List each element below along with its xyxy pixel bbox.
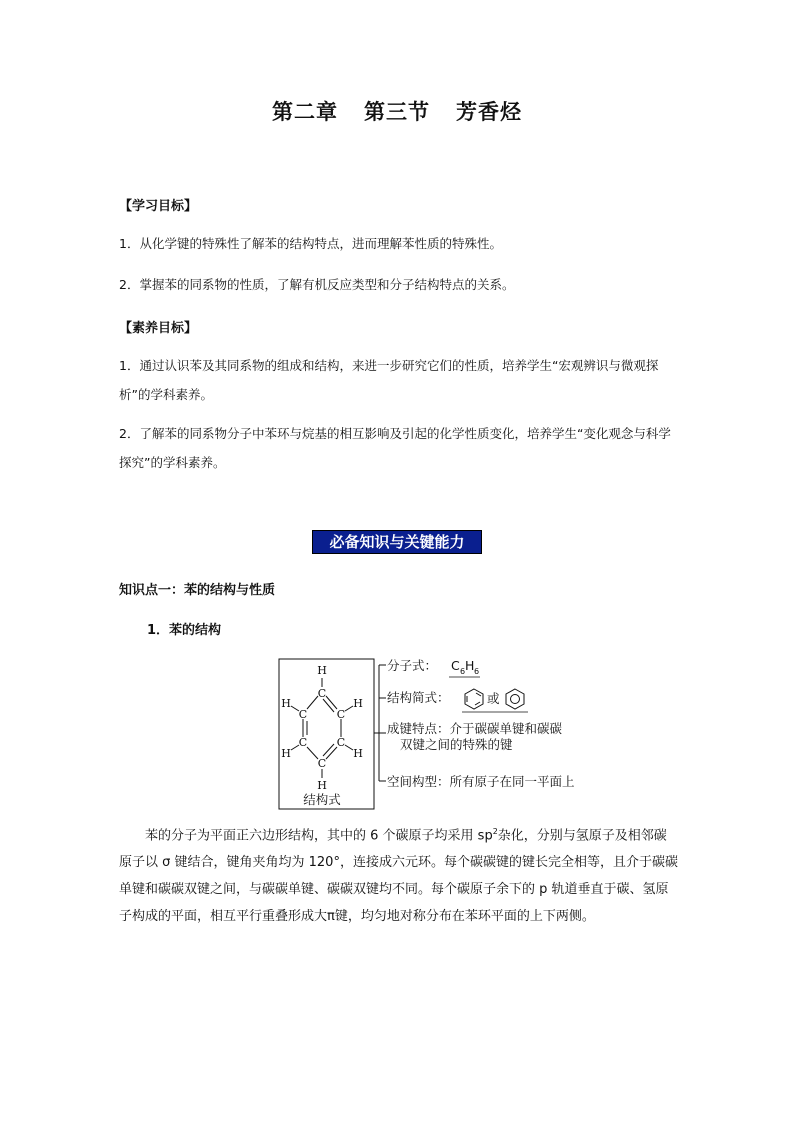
hydrogen-atom: H <box>353 697 363 710</box>
hydrogen-atom: H <box>281 747 291 760</box>
simple-formula-or: 或 <box>487 691 500 706</box>
carbon-atom: C <box>317 687 327 700</box>
title-section: 第三节 <box>364 100 430 124</box>
learning-goal-1: 1．从化学键的特殊性了解苯的结构特点，进而理解苯性质的特殊性。 <box>119 236 502 251</box>
paragraph-part2: 杂化，分别与氢原子及相邻碳原子以 σ 键结合，键角夹角均为 120°，连接成六元环。每个碳碳键的键长完全相等，且介于碳碳单键和碳碳双键之间，与碳碳单键、碳碳双键均不同。每个碳原子余下的 p 轨道垂直于碳、氢原子构成的平面，相互平行重叠形成大π键，均匀地对称分布在苯环平面的上下两侧。 <box>119 828 678 925</box>
bond-feature-line1: 成键特点：介于碳碳单键和碳碳 <box>387 721 563 736</box>
paragraph-part1: 苯的分子为平面正六边形结构，其中的 6 个碳原子均采用 sp <box>145 828 493 844</box>
formula-carbon: C <box>451 658 460 673</box>
spatial-config: 空间构型：所有原子在同一平面上 <box>387 774 575 789</box>
structure-caption: 结构式 <box>303 792 341 807</box>
title-topic: 芳香烃 <box>456 100 522 124</box>
hydrogen-atom: H <box>317 779 327 792</box>
section-banner: 必备知识与关键能力 <box>313 531 481 553</box>
carbon-atom: C <box>336 708 346 721</box>
title-chapter: 第二章 <box>272 100 338 124</box>
bracket-lines <box>374 665 386 781</box>
carbon-atom: C <box>336 736 346 749</box>
formula-hydrogen-subscript: 6 <box>474 667 480 676</box>
hydrogen-atom: H <box>317 664 327 677</box>
benzene-structure-figure <box>276 656 626 814</box>
literacy-goal-2: 2．了解苯的同系物分子中苯环与烷基的相互影响及引起的化学性质变化，培养学生“变化观念与科学探究”的学科素养。 <box>119 426 671 470</box>
formula-label: 分子式： <box>387 658 438 673</box>
formula-carbon-subscript: 6 <box>460 667 466 676</box>
carbon-atom: C <box>317 757 327 770</box>
learning-goals-heading: 【学习目标】 <box>119 199 198 214</box>
hydrogen-atom: H <box>353 747 363 760</box>
simple-formula-label: 结构简式： <box>387 690 450 705</box>
benzene-circle-icon <box>506 689 524 709</box>
learning-goal-2: 2．掌握苯的同系物的性质，了解有机反应类型和分子结构特点的关系。 <box>119 277 515 292</box>
knowledge-point-heading: 知识点一：苯的结构与性质 <box>119 583 276 598</box>
carbon-atom: C <box>298 708 308 721</box>
subsection-heading: 1．苯的结构 <box>147 623 222 638</box>
carbon-atom: C <box>298 736 308 749</box>
paragraph-superscript: 2 <box>492 827 498 836</box>
page-title <box>0 96 794 126</box>
formula-hydrogen: H <box>465 658 475 673</box>
literacy-goal-1: 1．通过认识苯及其同系物的组成和结构，来进一步研究它们的性质，培养学生“宏观辨识与微观探析”的学科素养。 <box>119 358 659 402</box>
literacy-goals-heading: 【素养目标】 <box>119 321 198 336</box>
bond-feature-line2: 双键之间的特殊的键 <box>400 737 513 752</box>
benzene-structure-paragraph <box>119 818 679 930</box>
benzene-kekule-icon <box>465 689 483 709</box>
hydrogen-atom: H <box>281 697 291 710</box>
